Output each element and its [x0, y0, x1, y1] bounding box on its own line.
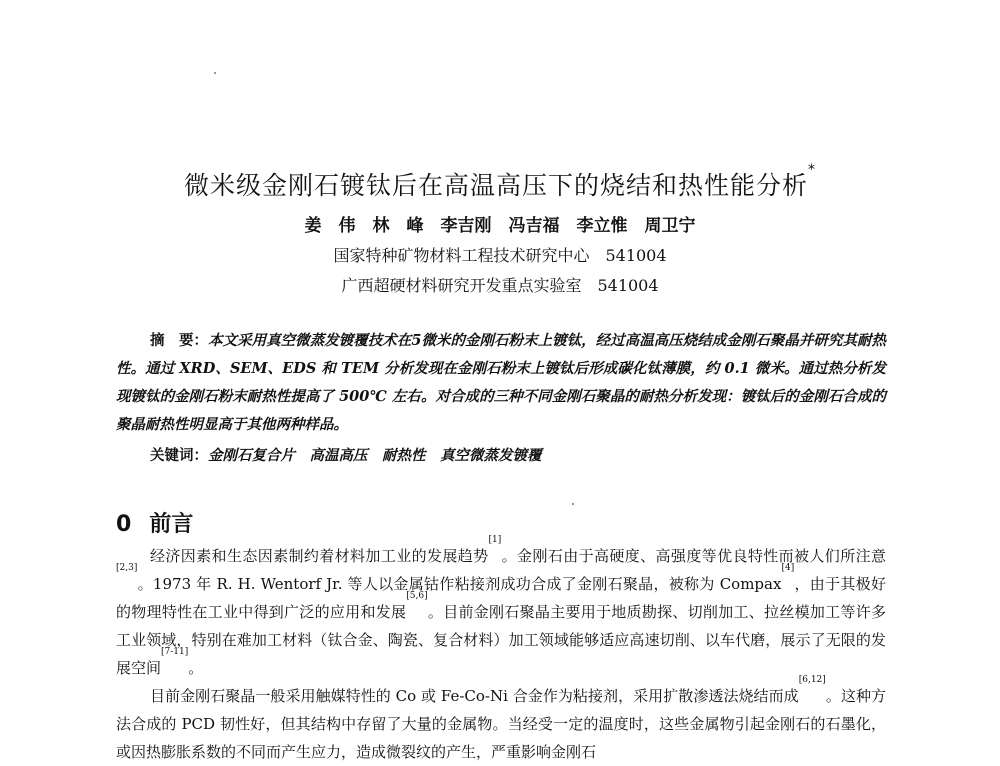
- citation-mark: [7-11]: [161, 647, 189, 657]
- paper-title-block: [0, 162, 1000, 202]
- text-run: 。目前金刚石聚晶主要用于地质勘探、切削加工、拉丝模加工等许多工业领域，特别在难加工材料（钛合金、陶瓷、复合材料）加工领域能够适应高速切削、以车代磨，展示了无限的发展空间: [116, 603, 886, 677]
- title-footnote-mark: *: [808, 162, 816, 178]
- paper-title: 微米级金刚石镀钛后在高温高压下的烧结和热性能分析: [183, 171, 808, 200]
- citation-mark: [4]: [781, 563, 795, 573]
- abstract-text: 本文采用真空微蒸发镀覆技术在5微米的金刚石粉末上镀钛，经过高温高压烧结成金刚石聚晶并研究其耐热性。通过 XRD、SEM、EDS 和 TEM 分析发现在金刚石粉末上镀钛后形成碳化钛薄膜，约 0.1 微米。通过热分析发现镀钛的金刚石粉末耐热性提高了 500℃ 左右。对合成的三种不同金刚石聚晶的耐热分析发现：镀钛后的金刚石合成的聚晶耐热性明显高于其他两种样品。: [116, 332, 886, 433]
- abstract: [116, 327, 886, 439]
- text-run: 经济因素和生态因素制约着材料加工业的发展趋势: [150, 547, 489, 565]
- text-run: 目前金刚石聚晶一般采用触媒特性的 Co 或 Fe-Co-Ni 合金作为粘接剂，采用扩散渗透法烧结而成: [150, 687, 799, 705]
- affiliation-2: 广西超硬材料研究开发重点实验室 541004: [341, 276, 659, 295]
- affiliation-1: 国家特种矿物材料工程技术研究中心 541004: [333, 246, 667, 265]
- section-title: 前言: [149, 512, 194, 537]
- citation-mark: [5,6]: [406, 591, 428, 601]
- body-paragraph: [116, 535, 886, 682]
- keywords-label: 关键词：: [150, 448, 208, 464]
- body-text: [116, 535, 886, 766]
- section-heading: [116, 507, 193, 538]
- keywords-text: 金刚石复合片 高温高压 耐热性 真空微蒸发镀覆: [208, 447, 542, 464]
- text-run: 。这种方法合成的 PCD 韧性好，但其结构中存留了大量的金属物。当经受一定的温度时，这些金属物引起金刚石的石墨化，或因热膨胀系数的不同而产生应力，造成微裂纹的产生，严重影响金刚石: [116, 687, 886, 761]
- text-run: 。金刚石由于高硬度、高强度等优良特性而被人们所注意: [501, 547, 886, 565]
- citation-mark: [2,3]: [116, 563, 138, 573]
- text-run: 。1973 年 R. H. Wentorf Jr. 等人以金属钴作粘接剂成功合成了金刚石聚晶，被称为 Compax: [137, 575, 782, 593]
- body-paragraph: [116, 675, 886, 766]
- citation-mark: [1]: [488, 535, 502, 545]
- keywords: [150, 444, 542, 465]
- abstract-label: 摘 要：: [150, 333, 209, 349]
- author-list: 姜 伟 林 峰 李吉刚 冯吉福 李立惟 周卫宁: [304, 216, 696, 236]
- scan-speck: [572, 503, 574, 505]
- text-run: ，由于其极好的物理特性在工业中得到广泛的应用和发展: [116, 575, 886, 621]
- text-run: 。: [188, 659, 204, 677]
- section-number: 0: [116, 512, 132, 537]
- citation-mark: [6,12]: [798, 675, 826, 685]
- scan-speck: [214, 72, 216, 74]
